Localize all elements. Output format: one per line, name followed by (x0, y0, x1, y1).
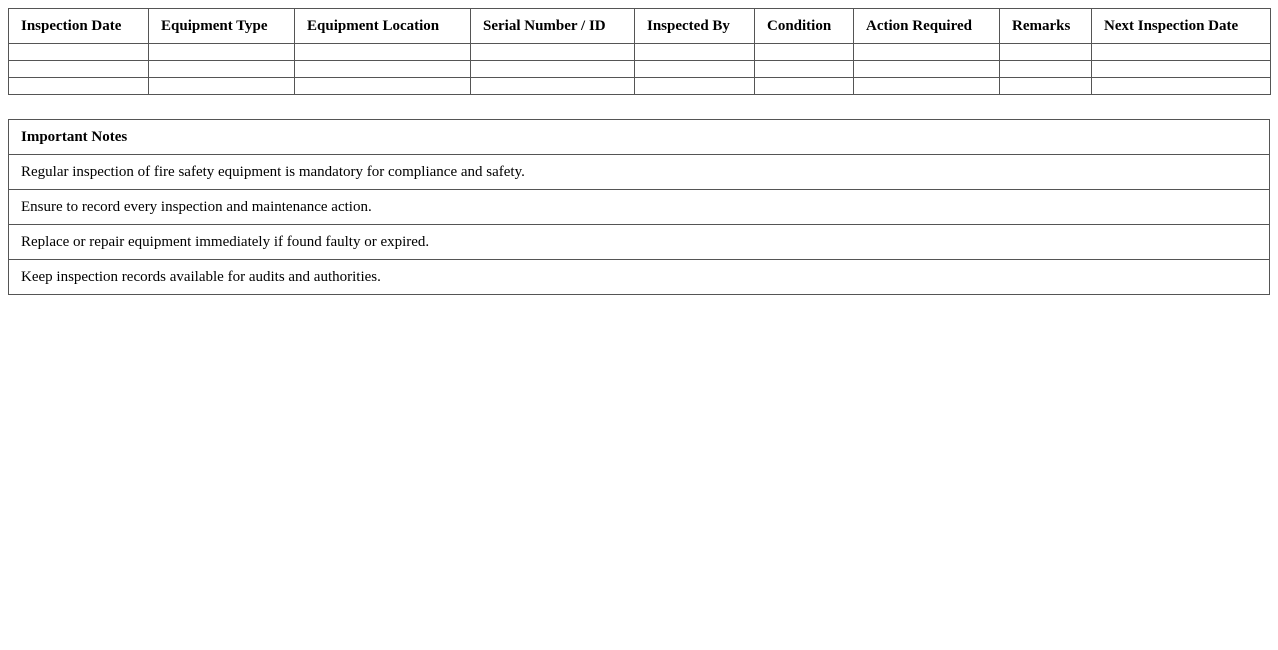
notes-table (8, 119, 1270, 295)
table-cell (755, 61, 854, 78)
notes-heading: Important Notes (9, 120, 1270, 155)
table-cell (471, 61, 635, 78)
table-cell (755, 44, 854, 61)
note-item: Regular inspection of fire safety equipment is mandatory for compliance and safety. (9, 155, 1270, 190)
table-cell (755, 78, 854, 95)
note-item: Ensure to record every inspection and maintenance action. (9, 190, 1270, 225)
table-cell (635, 61, 755, 78)
column-header-next-inspection-date: Next Inspection Date (1092, 9, 1271, 44)
column-header-equipment-type: Equipment Type (149, 9, 295, 44)
table-cell (1092, 44, 1271, 61)
table-cell (149, 61, 295, 78)
table-cell (1092, 61, 1271, 78)
table-cell (635, 44, 755, 61)
table-cell (471, 78, 635, 95)
table-row (9, 61, 1271, 78)
table-cell (295, 44, 471, 61)
table-cell (295, 78, 471, 95)
note-item: Keep inspection records available for audits and authorities. (9, 260, 1270, 295)
column-header-condition: Condition (755, 9, 854, 44)
column-header-remarks: Remarks (1000, 9, 1092, 44)
table-cell (149, 44, 295, 61)
column-header-inspection-date: Inspection Date (9, 9, 149, 44)
inspection-table (8, 8, 1271, 95)
column-header-serial-number: Serial Number / ID (471, 9, 635, 44)
table-row (9, 78, 1271, 95)
note-row (9, 225, 1270, 260)
table-cell (1000, 44, 1092, 61)
table-cell (1000, 78, 1092, 95)
table-cell (295, 61, 471, 78)
table-cell (149, 78, 295, 95)
table-cell (9, 44, 149, 61)
table-cell (635, 78, 755, 95)
note-row (9, 260, 1270, 295)
table-cell (1000, 61, 1092, 78)
column-header-action-required: Action Required (854, 9, 1000, 44)
note-row (9, 155, 1270, 190)
table-header-row (9, 9, 1271, 44)
table-cell (471, 44, 635, 61)
table-cell (9, 78, 149, 95)
note-item: Replace or repair equipment immediately if found faulty or expired. (9, 225, 1270, 260)
table-cell (9, 61, 149, 78)
table-cell (854, 44, 1000, 61)
column-header-inspected-by: Inspected By (635, 9, 755, 44)
table-cell (1092, 78, 1271, 95)
note-row (9, 190, 1270, 225)
table-cell (854, 78, 1000, 95)
table-cell (854, 61, 1000, 78)
column-header-equipment-location: Equipment Location (295, 9, 471, 44)
notes-header-row (9, 120, 1270, 155)
table-row (9, 44, 1271, 61)
